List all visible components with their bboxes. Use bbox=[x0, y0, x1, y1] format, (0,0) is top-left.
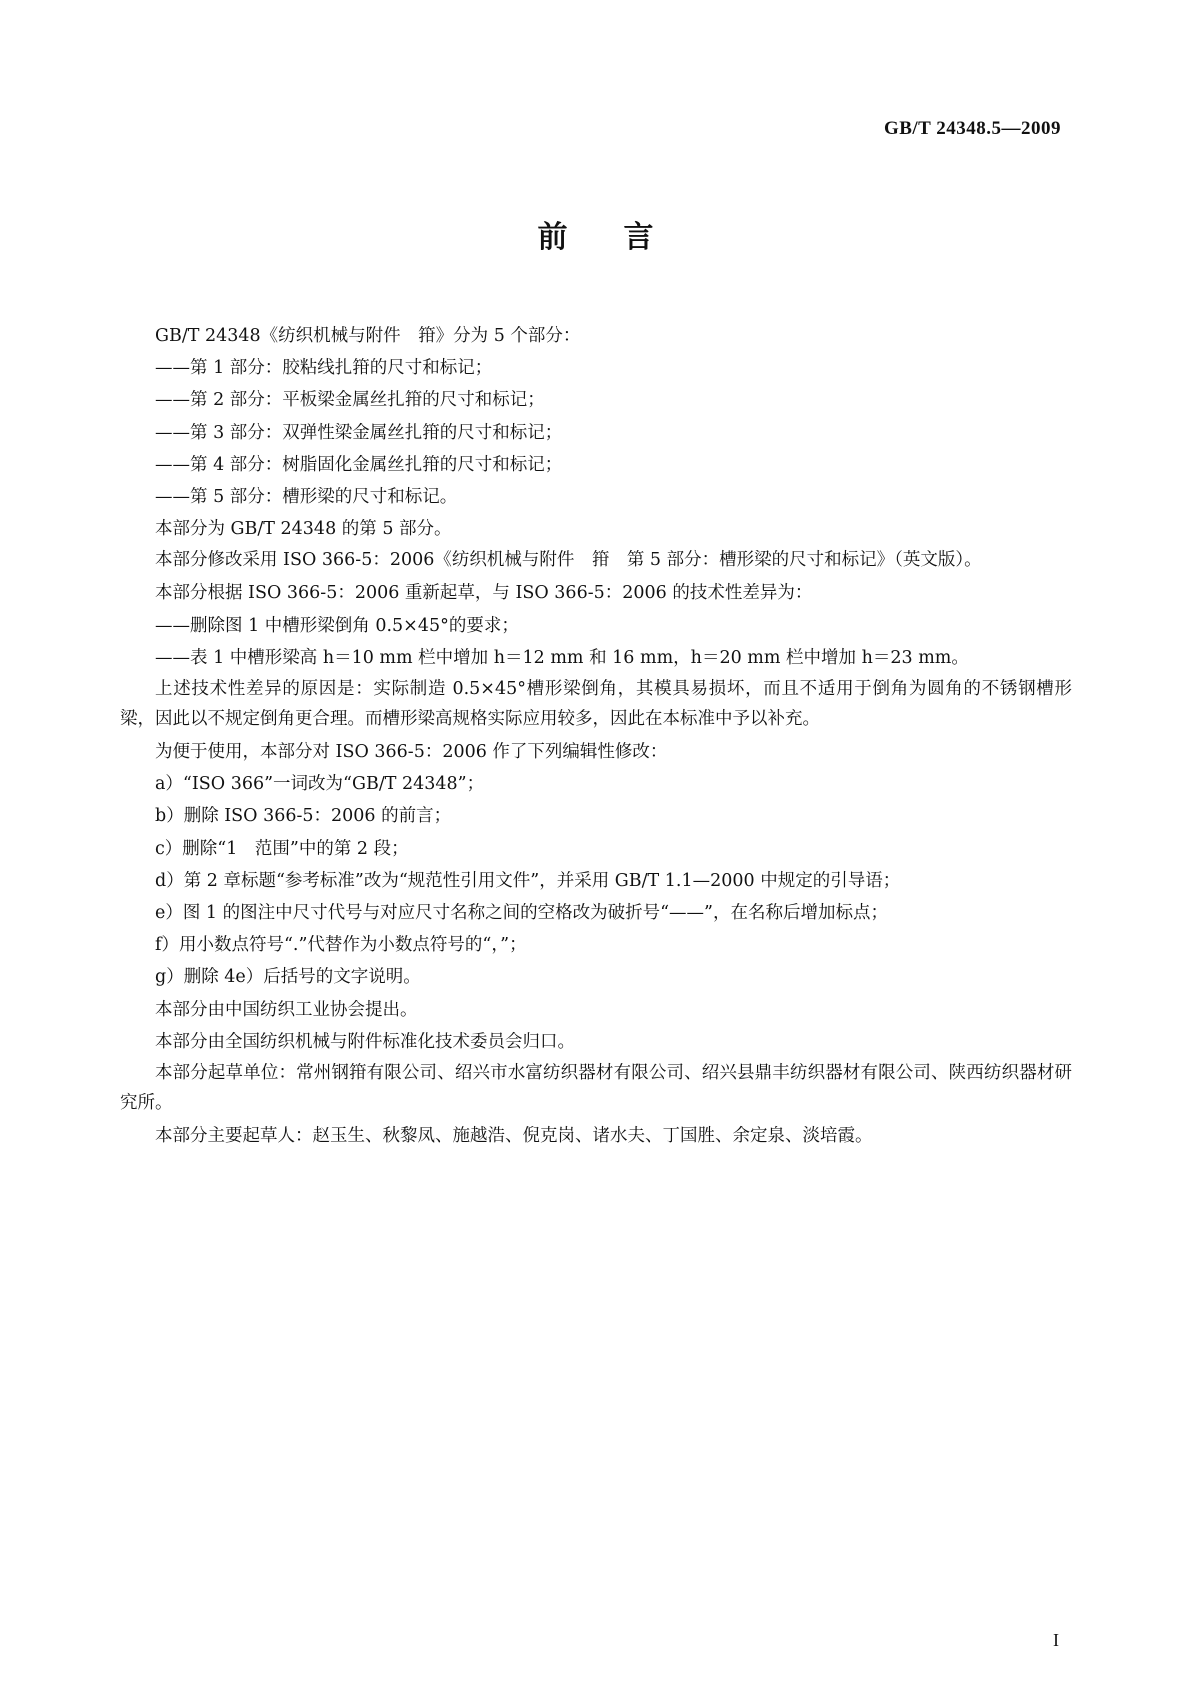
list-item-edit-f: f）用小数点符号“.”代替作为小数点符号的“，”； bbox=[155, 935, 527, 956]
list-item-part-2: ——第 2 部分：平板梁金属丝扎箝的尺寸和标记； bbox=[155, 390, 545, 411]
list-item-difference-1: ——删除图 1 中槽形梁倒角 0.5×45°的要求； bbox=[155, 615, 519, 636]
list-item-edit-b: b）删除 ISO 366-5：2006 的前言； bbox=[155, 806, 452, 827]
foreword-body bbox=[120, 320, 1072, 1152]
list-item-part-5: ——第 5 部分：槽形梁的尺寸和标记。 bbox=[155, 487, 458, 508]
page-number: I bbox=[1053, 1630, 1059, 1650]
paragraph-adoption: 本部分修改采用 ISO 366-5：2006《纺织机械与附件 箝 第 5 部分：槽形梁的尺寸和标记》（英文版）。 bbox=[155, 550, 982, 571]
paragraph-differences-intro: 本部分根据 ISO 366-5：2006 重新起草，与 ISO 366-5：2006 的技术性差异为： bbox=[155, 583, 813, 604]
list-item-edit-d: d）第 2 章标题“参考标准”改为“规范性引用文件”，并采用 GB/T 1.1—2000 中规定的引导语； bbox=[155, 870, 901, 891]
list-item-part-4: ——第 4 部分：树脂固化金属丝扎箝的尺寸和标记； bbox=[155, 454, 563, 475]
list-item-edit-e: e）图 1 的图注中尺寸代号与对应尺寸名称之间的空格改为破折号“——”，在名称后增加标点； bbox=[155, 903, 889, 924]
paragraph-drafting-units: 本部分起草单位：常州钢箝有限公司、绍兴市水富纺织器材有限公司、绍兴县鼎丰纺织器材有限公司、陕西纺织器材研究所。 bbox=[120, 1063, 1072, 1114]
list-item-edit-a: a）“ISO 366”一词改为“GB/T 24348”； bbox=[155, 774, 485, 795]
list-item-difference-2: ——表 1 中槽形梁高 h＝10 mm 栏中增加 h＝12 mm 和 16 mm，h＝20 mm 栏中增加 h＝23 mm。 bbox=[155, 647, 969, 668]
paragraph-difference-reasons: 上述技术性差异的原因是：实际制造 0.5×45°槽形梁倒角，其模具易损坏，而且不适用于倒角为圆角的不锈钢槽形梁，因此以不规定倒角更合理。而槽形梁高规格实际应用较多，因此在本标准中予以补充。 bbox=[120, 679, 1072, 730]
list-item-edit-g: g）删除 4e）后括号的文字说明。 bbox=[155, 967, 421, 988]
paragraph-parts-intro: GB/T 24348《纺织机械与附件 箝》分为 5 个部分： bbox=[155, 326, 581, 346]
paragraph-editorial-intro: 为便于使用，本部分对 ISO 366-5：2006 作了下列编辑性修改： bbox=[155, 742, 668, 763]
paragraph-proposer: 本部分由中国纺织工业协会提出。 bbox=[155, 999, 418, 1020]
list-item-part-1: ——第 1 部分：胶粘线扎箝的尺寸和标记； bbox=[155, 358, 493, 379]
paragraph-part-statement: 本部分为 GB/T 24348 的第 5 部分。 bbox=[155, 519, 452, 540]
list-item-part-3: ——第 3 部分：双弹性梁金属丝扎箝的尺寸和标记； bbox=[155, 422, 563, 443]
paragraph-drafters: 本部分主要起草人：赵玉生、秋黎凤、施越浩、倪克岗、诸水夫、丁国胜、余定泉、淡培霞。 bbox=[155, 1126, 873, 1147]
paragraph-committee: 本部分由全国纺织机械与附件标准化技术委员会归口。 bbox=[155, 1031, 575, 1052]
standard-number: GB/T 24348.5—2009 bbox=[883, 118, 1061, 139]
page-title: 前言 bbox=[537, 220, 710, 255]
list-item-edit-c: c）删除“1 范围”中的第 2 段； bbox=[155, 838, 409, 859]
